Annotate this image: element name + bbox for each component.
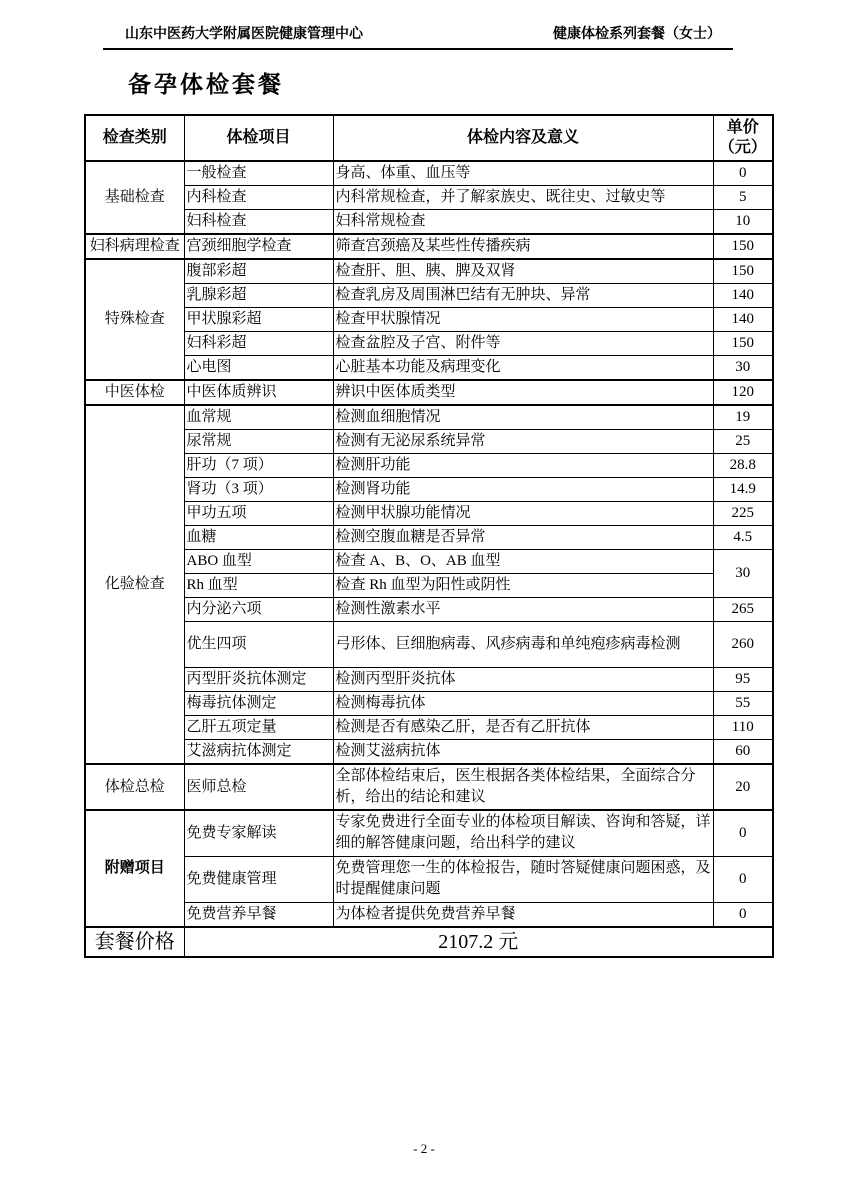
price-cell: 5	[713, 186, 773, 210]
page-number: - 2 -	[413, 1141, 435, 1156]
item-cell: 医师总检	[184, 764, 333, 810]
package-price-row	[85, 927, 773, 957]
table-row	[85, 405, 773, 430]
desc-cell: 免费管理您一生的体检报告，随时答疑健康问题困惑，及时提醒健康问题	[333, 856, 713, 902]
price-cell: 0	[713, 810, 773, 856]
desc-cell: 身高、体重、血压等	[333, 161, 713, 186]
table-row	[85, 259, 773, 284]
table-row	[85, 380, 773, 405]
item-cell: 中医体质辨识	[184, 380, 333, 405]
price-cell: 30	[713, 356, 773, 381]
item-cell: 乳腺彩超	[184, 284, 333, 308]
item-cell: 尿常规	[184, 430, 333, 454]
item-cell: 心电图	[184, 356, 333, 381]
table-row	[85, 526, 773, 550]
price-cell: 19	[713, 405, 773, 430]
item-cell: 甲功五项	[184, 502, 333, 526]
desc-cell: 检测血细胞情况	[333, 405, 713, 430]
table-row	[85, 454, 773, 478]
category-cell: 基础检查	[85, 161, 184, 234]
package-price-label: 套餐价格	[85, 927, 184, 957]
item-cell: 丙型肝炎抗体测定	[184, 668, 333, 692]
table-row	[85, 550, 773, 574]
table-row	[85, 210, 773, 235]
item-cell: 肾功（3 项）	[184, 478, 333, 502]
desc-cell: 筛查宫颈癌及某些性传播疾病	[333, 234, 713, 259]
table-row	[85, 692, 773, 716]
table-row	[85, 356, 773, 381]
desc-cell: 检测空腹血糖是否异常	[333, 526, 713, 550]
item-cell: Rh 血型	[184, 574, 333, 598]
item-cell: 血常规	[184, 405, 333, 430]
category-cell: 体检总检	[85, 764, 184, 810]
item-cell: 腹部彩超	[184, 259, 333, 284]
table-row	[85, 186, 773, 210]
price-cell: 150	[713, 332, 773, 356]
desc-cell: 检查盆腔及子宫、附件等	[333, 332, 713, 356]
table-row	[85, 598, 773, 622]
price-cell: 4.5	[713, 526, 773, 550]
desc-cell: 检查乳房及周围淋巴结有无肿块、异常	[333, 284, 713, 308]
desc-cell: 检查肝、胆、胰、脾及双肾	[333, 259, 713, 284]
price-cell: 120	[713, 380, 773, 405]
price-cell: 0	[713, 856, 773, 902]
item-cell: 免费营养早餐	[184, 902, 333, 927]
desc-cell: 辨识中医体质类型	[333, 380, 713, 405]
price-cell: 95	[713, 668, 773, 692]
item-cell: 免费专家解读	[184, 810, 333, 856]
table-row	[85, 764, 773, 810]
item-cell: 免费健康管理	[184, 856, 333, 902]
price-cell: 110	[713, 716, 773, 740]
table-row	[85, 716, 773, 740]
item-cell: 一般检查	[184, 161, 333, 186]
desc-cell: 心脏基本功能及病理变化	[333, 356, 713, 381]
header-right-text: 健康体检系列套餐（女士）	[553, 27, 721, 42]
price-cell: 260	[713, 622, 773, 668]
table-row	[85, 430, 773, 454]
desc-cell: 专家免费进行全面专业的体检项目解读、咨询和答疑，详细的解答健康问题，给出科学的建议	[333, 810, 713, 856]
item-cell: 内科检查	[184, 186, 333, 210]
table-row	[85, 810, 773, 856]
desc-cell: 妇科常规检查	[333, 210, 713, 235]
item-cell: 乙肝五项定量	[184, 716, 333, 740]
price-cell: 0	[713, 902, 773, 927]
price-cell: 0	[713, 161, 773, 186]
desc-cell: 检测艾滋病抗体	[333, 740, 713, 765]
table-row	[85, 740, 773, 765]
desc-cell: 检测是否有感染乙肝，是否有乙肝抗体	[333, 716, 713, 740]
table-row	[85, 668, 773, 692]
price-cell: 140	[713, 308, 773, 332]
table-row	[85, 284, 773, 308]
col-header-content: 体检内容及意义	[333, 115, 713, 161]
price-cell: 14.9	[713, 478, 773, 502]
package-price-value: 2107.2 元	[184, 927, 773, 957]
table-row	[85, 502, 773, 526]
desc-cell: 弓形体、巨细胞病毒、风疹病毒和单纯疱疹病毒检测	[333, 622, 713, 668]
category-cell: 特殊检查	[85, 259, 184, 380]
price-cell: 150	[713, 234, 773, 259]
header-left-text: 山东中医药大学附属医院健康管理中心	[125, 27, 363, 42]
item-cell: 血糖	[184, 526, 333, 550]
item-cell: 甲状腺彩超	[184, 308, 333, 332]
desc-cell: 全部体检结束后，医生根据各类体检结果，全面综合分析，给出的结论和建议	[333, 764, 713, 810]
desc-cell: 检查 A、B、O、AB 血型	[333, 550, 713, 574]
item-cell: 妇科彩超	[184, 332, 333, 356]
desc-cell: 检测甲状腺功能情况	[333, 502, 713, 526]
item-cell: 肝功（7 项）	[184, 454, 333, 478]
table-row	[85, 574, 773, 598]
price-cell: 20	[713, 764, 773, 810]
page-title: 备孕体检套餐	[128, 72, 284, 97]
table-row	[85, 856, 773, 902]
item-cell: 优生四项	[184, 622, 333, 668]
table-row	[85, 234, 773, 259]
desc-cell: 为体检者提供免费营养早餐	[333, 902, 713, 927]
item-cell: 梅毒抗体测定	[184, 692, 333, 716]
price-cell: 60	[713, 740, 773, 765]
desc-cell: 内科常规检查，并了解家族史、既往史、过敏史等	[333, 186, 713, 210]
table-row	[85, 478, 773, 502]
desc-cell: 检测梅毒抗体	[333, 692, 713, 716]
price-cell: 225	[713, 502, 773, 526]
col-header-price-line1: 单价	[726, 119, 759, 136]
item-cell: 艾滋病抗体测定	[184, 740, 333, 765]
item-cell: 宫颈细胞学检查	[184, 234, 333, 259]
running-header	[103, 27, 733, 50]
desc-cell: 检测丙型肝炎抗体	[333, 668, 713, 692]
item-cell: 妇科检查	[184, 210, 333, 235]
category-cell: 附赠项目	[85, 810, 184, 927]
item-cell: ABO 血型	[184, 550, 333, 574]
item-cell: 内分泌六项	[184, 598, 333, 622]
table-row	[85, 308, 773, 332]
price-cell: 55	[713, 692, 773, 716]
price-cell: 150	[713, 259, 773, 284]
col-header-item: 体检项目	[184, 115, 333, 161]
desc-cell: 检测有无泌尿系统异常	[333, 430, 713, 454]
price-cell-merged: 30	[713, 550, 773, 598]
price-cell: 10	[713, 210, 773, 235]
price-cell: 28.8	[713, 454, 773, 478]
col-header-price	[713, 115, 773, 161]
category-cell: 妇科病理检查	[85, 234, 184, 259]
desc-cell: 检测肾功能	[333, 478, 713, 502]
desc-cell: 检查甲状腺情况	[333, 308, 713, 332]
price-cell: 25	[713, 430, 773, 454]
table-row	[85, 161, 773, 186]
category-cell: 化验检查	[85, 405, 184, 764]
table-row	[85, 332, 773, 356]
table-row	[85, 622, 773, 668]
price-cell: 265	[713, 598, 773, 622]
exam-package-table	[84, 114, 774, 958]
price-cell: 140	[713, 284, 773, 308]
table-row	[85, 902, 773, 927]
desc-cell: 检测肝功能	[333, 454, 713, 478]
col-header-category: 检查类别	[85, 115, 184, 161]
desc-cell: 检查 Rh 血型为阳性或阴性	[333, 574, 713, 598]
desc-cell: 检测性激素水平	[333, 598, 713, 622]
category-cell: 中医体检	[85, 380, 184, 405]
col-header-price-line2: （元）	[718, 139, 767, 156]
table-header-row	[85, 115, 773, 161]
